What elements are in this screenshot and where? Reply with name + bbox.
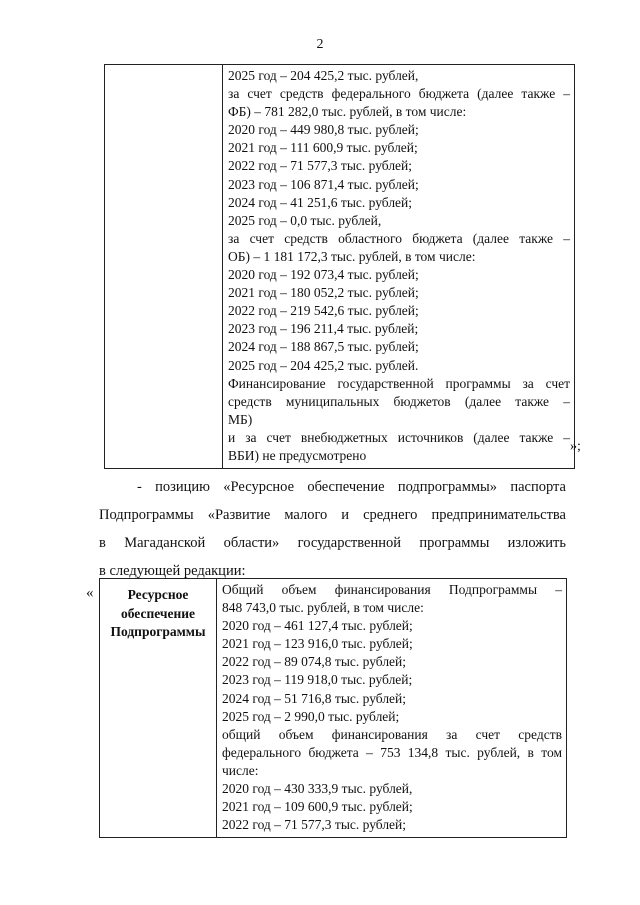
table1-line: 2020 год – 449 980,8 тыс. рублей; (228, 122, 419, 138)
table2-line: 2020 год – 461 127,4 тыс. рублей; (222, 618, 413, 634)
table2-line: 2021 год – 123 916,0 тыс. рублей; (222, 636, 413, 652)
paragraph-line: в Магаданской области» государственной программы изложить (99, 535, 566, 551)
table2-line: 848 743,0 тыс. рублей, в том числе: (222, 600, 424, 616)
table1-line: 2025 год – 204 425,2 тыс. рублей. (228, 357, 419, 373)
table1-line: 2021 год – 180 052,2 тыс. рублей; (228, 285, 419, 301)
amendment-paragraph (99, 473, 566, 585)
paragraph-line: - позицию «Ресурсное обеспечение подпрограммы» паспорта (137, 479, 566, 495)
table1-line: 2025 год – 204 425,2 тыс. рублей, (228, 68, 419, 83)
table1-line: 2024 год – 188 867,5 тыс. рублей; (228, 339, 419, 355)
label-cell-empty (105, 65, 223, 469)
table1-line: 2022 год – 219 542,6 тыс. рублей; (228, 303, 419, 319)
table1-line: ВБИ) не предусмотрено (228, 447, 367, 463)
funding-table-continued (104, 64, 575, 469)
table1-line: и за счет внебюджетных источников (далее также – (228, 429, 570, 445)
table2-line: числе: (222, 762, 259, 778)
table2-line: 2022 год – 89 074,8 тыс. рублей; (222, 654, 407, 670)
table1-line: 2021 год – 111 600,9 тыс. рублей; (228, 140, 418, 156)
table1-line: МБ) (228, 411, 253, 427)
table1-line: 2024 год – 41 251,6 тыс. рублей; (228, 194, 413, 210)
table2-line: 2020 год – 430 333,9 тыс. рублей, (222, 781, 413, 797)
table2-line: Общий объем финансирования Подпрограммы – (222, 582, 562, 597)
resource-provision-label: Ресурсное обеспечение Подпрограммы (110, 587, 206, 639)
table2-line: общий объем финансирования за счет средств (222, 726, 562, 742)
resource-provision-table (99, 578, 567, 838)
table2-line: 2024 год – 51 716,8 тыс. рублей; (222, 690, 407, 706)
table1-line: 2023 год – 196 211,4 тыс. рублей; (228, 321, 419, 337)
table1-line: Финансирование государственной программы за счет (228, 375, 570, 391)
page-number: 2 (316, 37, 324, 52)
paragraph-line: Подпрограммы «Развитие малого и среднего предпринимательства (99, 507, 566, 523)
table1-line: ФБ) – 781 282,0 тыс. рублей, в том числе: (228, 104, 467, 120)
label-cell (100, 579, 217, 838)
table2-line: федерального бюджета – 753 134,8 тыс. рублей, в том (222, 744, 562, 760)
table1-line: 2020 год – 192 073,4 тыс. рублей; (228, 267, 419, 283)
table1-line: за счет средств федерального бюджета (далее также – (228, 86, 570, 102)
table2-line: 2023 год – 119 918,0 тыс. рублей; (222, 672, 413, 688)
table1-line: 2022 год – 71 577,3 тыс. рублей; (228, 158, 413, 174)
closing-quote-mark: »; (570, 439, 581, 454)
table2-line: 2021 год – 109 600,9 тыс. рублей; (222, 799, 413, 815)
table1-line: 2023 год – 106 871,4 тыс. рублей; (228, 176, 419, 192)
table2-line: 2025 год – 2 990,0 тыс. рублей; (222, 708, 400, 724)
table1-line: ОБ) – 1 181 172,3 тыс. рублей, в том числе: (228, 248, 476, 264)
funding-text-cell (223, 65, 575, 469)
table1-line: 2025 год – 0,0 тыс. рублей, (228, 212, 382, 228)
table2-line: 2022 год – 71 577,3 тыс. рублей; (222, 817, 407, 833)
table1-line: за счет средств областного бюджета (далее также – (228, 230, 570, 246)
opening-quote-mark: « (86, 585, 94, 601)
table1-line: средств муниципальных бюджетов (далее также – (228, 393, 570, 409)
paragraph-line: в следующей редакции: (99, 563, 246, 579)
funding-text-cell (217, 579, 567, 838)
